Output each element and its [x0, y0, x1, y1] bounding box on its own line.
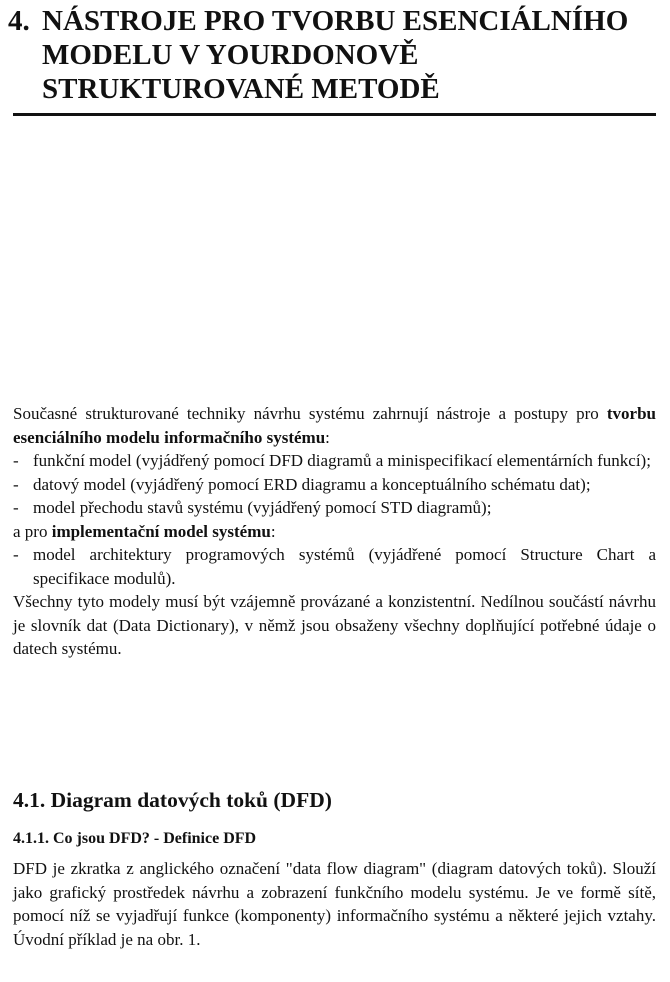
list-item: - model architektury programových systémů (vyjádřené pomocí Structure Chart a specifikace modulů).: [13, 543, 656, 590]
intro-paragraph: Současné strukturované techniky návrhu systému zahrnují nástroje a postupy pro tvorbu esenciálního modelu informačního systému:: [13, 404, 656, 447]
chapter-title-line-2: MODELU V YOURDONOVĚ: [42, 39, 419, 71]
essential-model-list: [13, 449, 656, 520]
title-divider: [13, 113, 656, 116]
implementation-model-term: implementační model systému: [51, 521, 271, 541]
implementation-paragraph: a pro implementační model systému:: [13, 521, 276, 541]
intro-block: [13, 402, 656, 661]
list-item: - model přechodu stavů systému (vyjádřený pomocí STD diagramů);: [13, 496, 656, 520]
consistency-paragraph: Všechny tyto modely musí být vzájemně provázané a konzistentní. Nedílnou součástí návrhu je slovník dat (Data Dictionary), v němž jsou obsaženy všechny doplňující potřebné údaje o datech systému.: [13, 592, 656, 658]
dfd-definition-paragraph: DFD je zkratka z anglického označení "data flow diagram" (diagram datových toků). Slouží jako grafický prostředek návrhu a zobrazení funkčního modelu systému. Je ve formě sítě, pomocí níž se vyjadřují funkce (komponenty) informačního systému a některé jejich vztahy. Úvodní příklad je na obr. 1.: [13, 859, 656, 949]
list-item: - datový model (vyjádřený pomocí ERD diagramu a konceptuálního schématu dat);: [13, 473, 656, 497]
chapter-title-line-3: STRUKTUROVANÉ METODĚ: [42, 73, 440, 105]
chapter-title: [8, 4, 658, 106]
implementation-model-list: [13, 543, 656, 590]
chapter-number: 4.: [8, 5, 30, 37]
list-item: - funkční model (vyjádřený pomocí DFD diagramů a minispecifikací elementárních funkcí);: [13, 449, 656, 473]
chapter-title-line-1: 4. NÁSTROJE PRO TVORBU ESENCIÁLNÍHO: [8, 5, 629, 37]
essential-model-term: tvorbu esenciálního modelu informačního systému: [13, 404, 656, 447]
section-heading: 4.1. Diagram datových toků (DFD): [13, 788, 332, 812]
subsection-heading: 4.1.1. Co jsou DFD? - Definice DFD: [13, 830, 257, 847]
